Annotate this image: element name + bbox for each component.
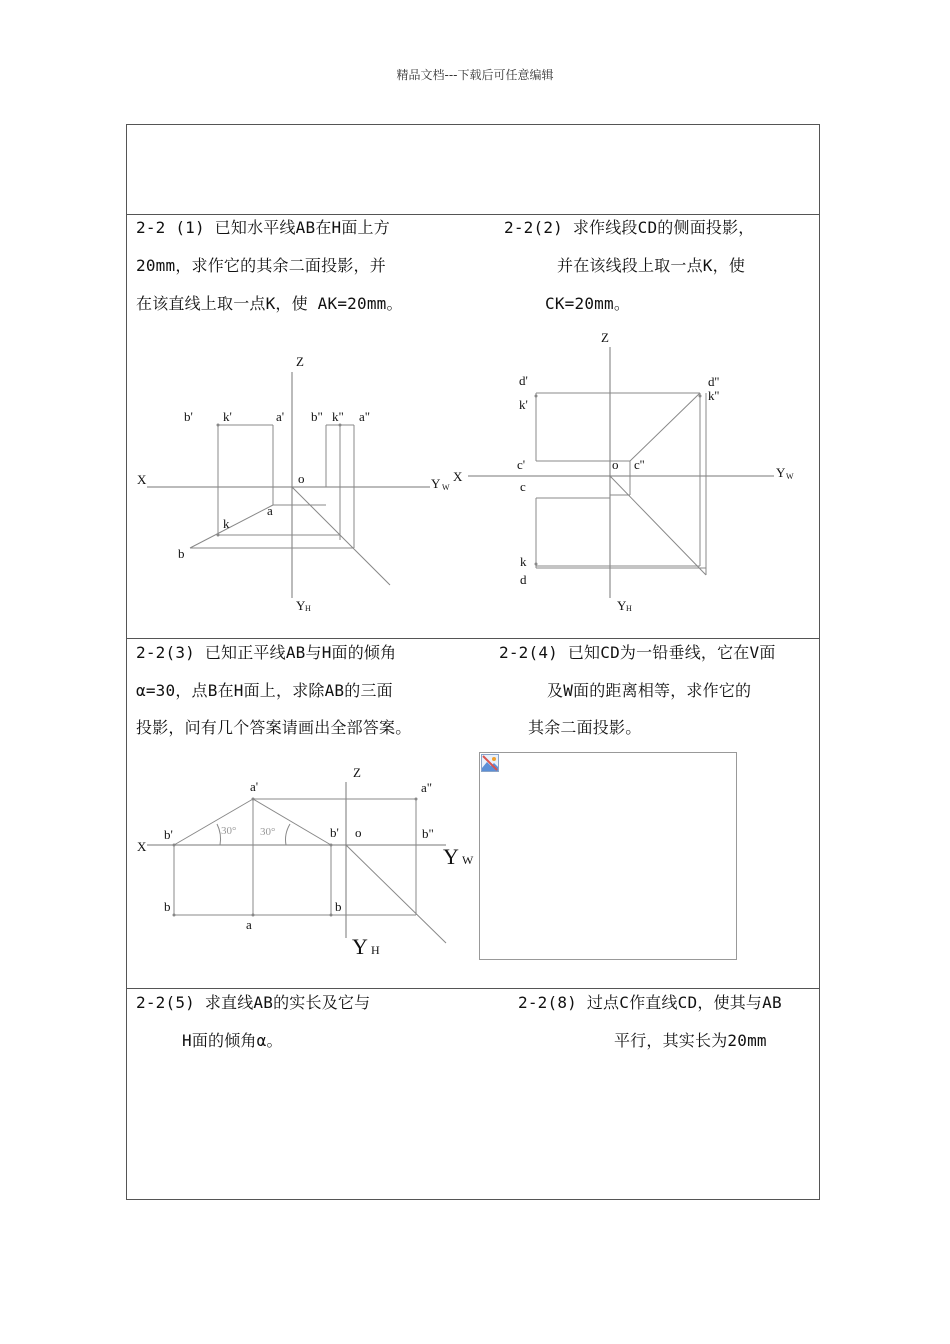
label-yw-sub: W — [462, 853, 474, 867]
label-b-dprime: b" — [422, 826, 434, 841]
q5-line2: H面的倾角α。 — [182, 1031, 283, 1050]
q1-line1: 2-2 (1) 已知水平线AB在H面上方 — [136, 218, 390, 237]
label-a: a — [246, 917, 252, 932]
label-c-prime: c' — [517, 457, 526, 472]
q3-line3: 投影，问有几个答案请画出全部答案。 — [136, 718, 412, 737]
label-c: c — [520, 479, 526, 494]
label-a-dprime: a" — [359, 409, 371, 424]
label-a-prime: a' — [276, 409, 285, 424]
label-a-prime: a' — [250, 779, 259, 794]
label-yh: Y — [296, 598, 306, 613]
label-b-right: b — [335, 899, 342, 914]
label-yh: Y — [617, 598, 627, 613]
label-a: a — [267, 503, 273, 518]
label-o: o — [355, 825, 362, 840]
label-b: b — [178, 546, 185, 561]
label-yw-sub: W — [786, 472, 794, 481]
q3-line2: α=30，点B在H面上，求除AB的三面 — [136, 681, 393, 700]
label-o: o — [612, 457, 619, 472]
q8-line1: 2-2(8) 过点C作直线CD，使其与AB — [518, 993, 782, 1012]
label-yh: Y — [352, 934, 368, 959]
label-z: Z — [353, 765, 361, 780]
q2-line3: CK=20mm。 — [545, 294, 631, 313]
q3-line1: 2-2(3) 已知正平线AB与H面的倾角 — [136, 643, 397, 662]
label-c-dprime: c'' — [634, 457, 645, 472]
label-yw: Y — [443, 844, 459, 869]
label-k-prime: k' — [223, 409, 232, 424]
label-x: X — [137, 839, 147, 854]
label-d-prime: d' — [519, 373, 528, 388]
label-k: k — [520, 554, 527, 569]
label-yh-sub: H — [626, 604, 632, 613]
figure-2 — [453, 330, 794, 613]
figure-1 — [137, 354, 450, 613]
label-d: d — [520, 572, 527, 587]
label-yh-sub: H — [371, 943, 380, 957]
label-b-left: b — [164, 899, 171, 914]
label-z: Z — [296, 354, 304, 369]
label-k-prime: k' — [519, 397, 528, 412]
label-yw: Y — [431, 476, 441, 491]
label-b-prime-left: b' — [164, 827, 173, 842]
figure-3 — [137, 765, 474, 959]
q1-line3: 在该直线上取一点K，使 AK=20mm。 — [136, 294, 403, 313]
page-header: 精品文档---下载后可任意编辑 — [396, 68, 554, 82]
q1-line2: 20mm，求作它的其余二面投影，并 — [136, 256, 386, 275]
label-k-dprime: k" — [332, 409, 344, 424]
q4-line2: 及W面的距离相等，求作它的 — [547, 681, 752, 700]
label-a-dprime: a" — [421, 780, 433, 795]
q5-line1: 2-2(5) 求直线AB的实长及它与 — [136, 993, 371, 1012]
q4-line3: 其余二面投影。 — [528, 718, 642, 737]
label-b-dprime: b" — [311, 409, 323, 424]
label-o: o — [298, 471, 305, 486]
q2-line1: 2-2(2) 求作线段CD的侧面投影， — [504, 218, 755, 237]
label-yw: Y — [776, 465, 786, 480]
q8-line2: 平行，其实长为20mm — [614, 1031, 767, 1050]
label-angle-right: 30° — [260, 826, 276, 838]
label-d-dprime: d'' — [708, 374, 720, 389]
q2-line2: 并在该线段上取一点K，使 — [557, 256, 746, 275]
q4-line1: 2-2(4) 已知CD为一铅垂线，它在V面 — [499, 643, 776, 662]
label-b-prime: b' — [184, 409, 193, 424]
label-k: k — [223, 516, 230, 531]
label-b-prime-right: b' — [330, 825, 339, 840]
label-yh-sub: H — [305, 604, 311, 613]
label-angle-left: 30° — [221, 825, 237, 837]
label-x: X — [453, 469, 463, 484]
label-z: Z — [601, 330, 609, 345]
label-yw-sub: W — [442, 483, 450, 492]
label-k-dprime: k'' — [708, 388, 720, 403]
label-x: X — [137, 472, 147, 487]
